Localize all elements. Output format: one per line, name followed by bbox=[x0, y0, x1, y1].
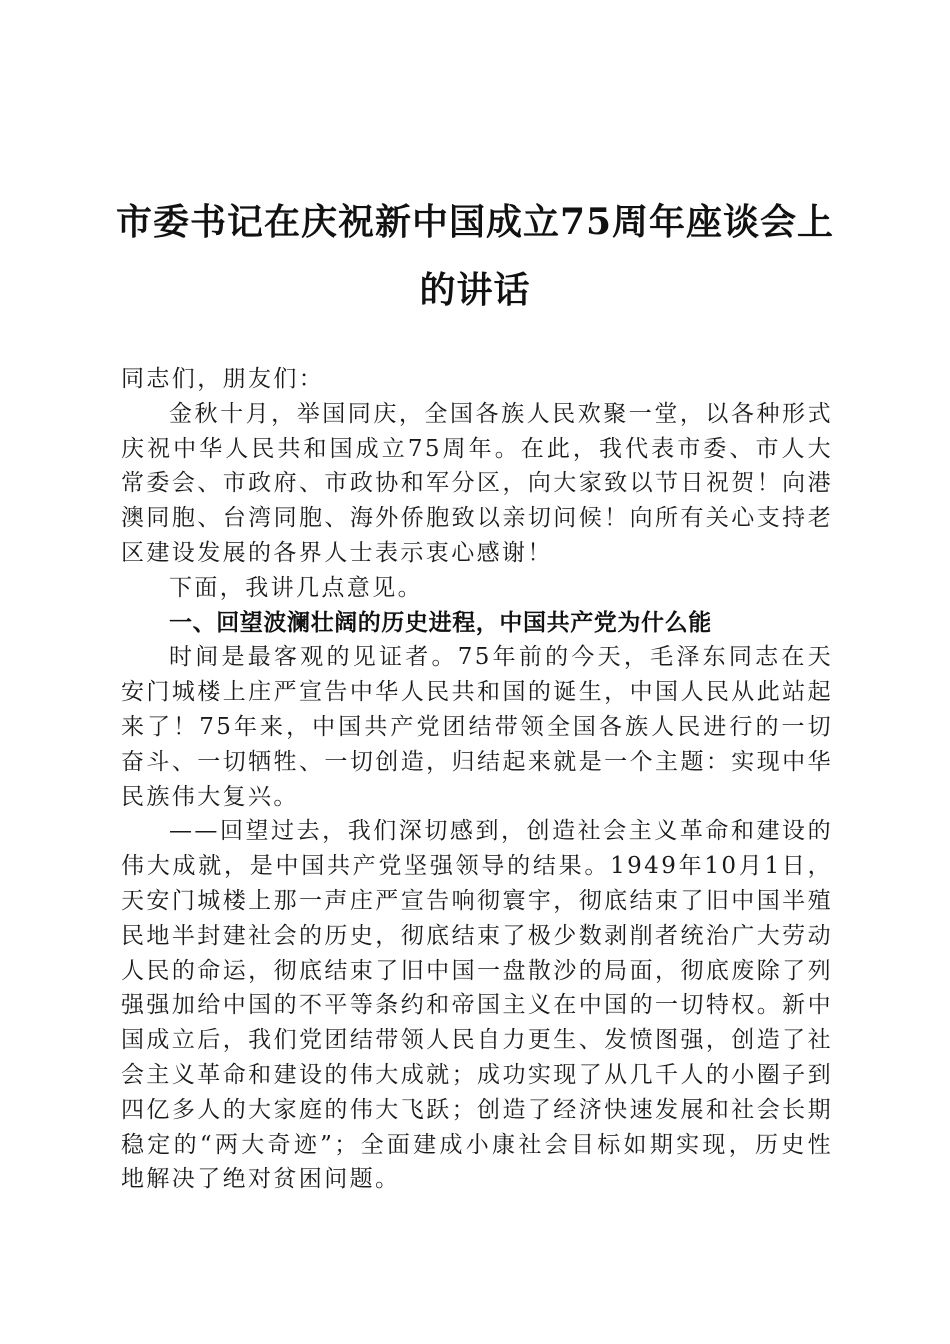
document-title-line-1: 市委书记在庆祝新中国成立75周年座谈会上 bbox=[115, 201, 835, 243]
paragraph-looking-back: ——回望过去，我们深切感到，创造社会主义革命和建设的伟大成就，是中国共产党坚强领导的结果。1949年10月1日，天安门城楼上那一声庄严宣告响彻寰宇，彻底结束了旧中国半殖民地半封建社会的历史，彻底结束了极少数剥削者统治广大劳动人民的命运，彻底结束了旧中国一盘散沙的局面，彻底废除了列强强加给中国的不平等条约和帝国主义在中国的一切特权。新中国成立后，我们党团结带领人民自力更生、发愤图强，创造了社会主义革命和建设的伟大成就；成功实现了从几千人的小圈子到四亿多人的大家庭的伟大飞跃；创造了经济快速发展和社会长期稳定的“两大奇迹”；全面建成小康社会目标如期实现，历史性地解决了绝对贫困问题。 bbox=[121, 818, 833, 1193]
salutation: 同志们，朋友们： bbox=[121, 366, 325, 392]
document-body bbox=[121, 362, 833, 1197]
paragraph-opening: 金秋十月，举国同庆，全国各族人民欢聚一堂，以各种形式庆祝中华人民共和国成立75周年。在此，我代表市委、市人大常委会、市政府、市政协和军分区，向大家致以节日祝贺！向港澳同胞、台湾同胞、海外侨胞致以亲切问候！向所有关心支持老区建设发展的各界人士表示衷心感谢！ bbox=[121, 400, 833, 566]
document-title-line-2: 的讲话 bbox=[419, 269, 531, 311]
section-heading: 一、回望波澜壮阔的历史进程，中国共产党为什么能 bbox=[169, 609, 712, 636]
paragraph-witness: 时间是最客观的见证者。75年前的今天，毛泽东同志在天安门城楼上庄严宣告中华人民共和国的诞生，中国人民从此站起来了！75年来，中国共产党团结带领全国各族人民进行的一切奋斗、一切牺牲、一切创造，归结起来就是一个主题：实现中华民族伟大复兴。 bbox=[121, 644, 833, 810]
paragraph-transition: 下面，我讲几点意见。 bbox=[169, 574, 423, 601]
